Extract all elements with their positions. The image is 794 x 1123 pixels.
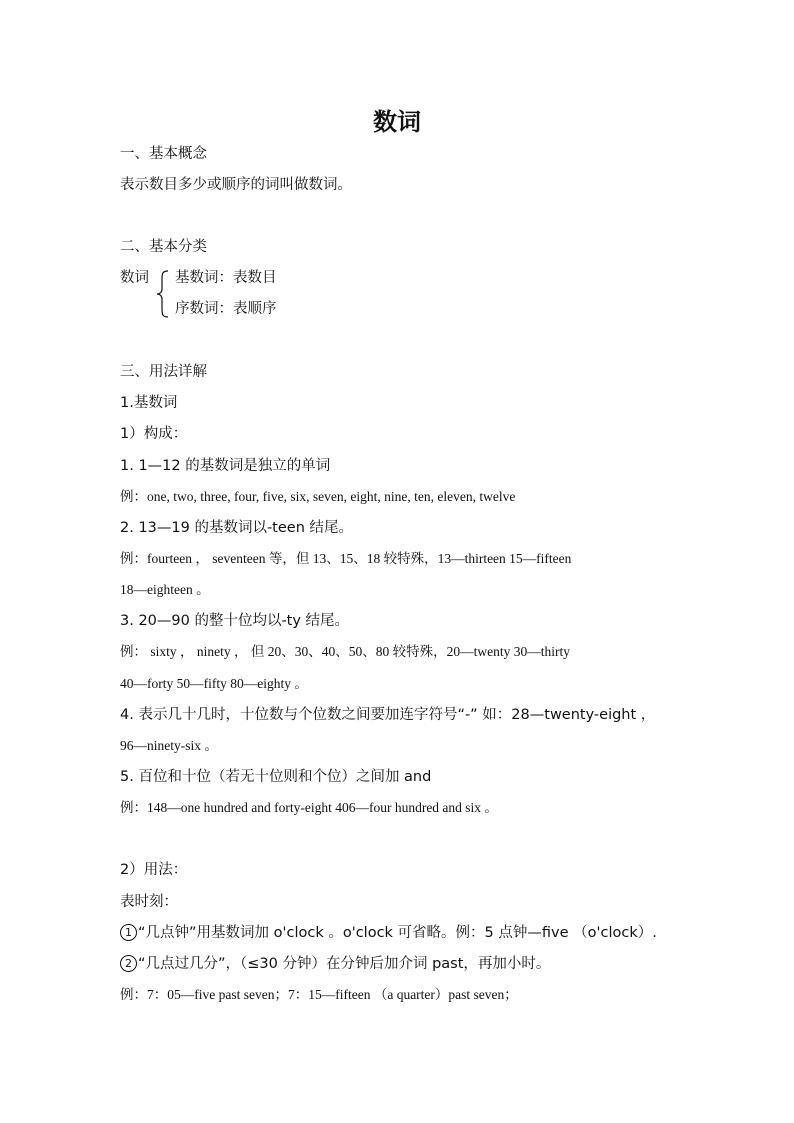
text-line: 1. 1—12 的基数词是独立的单词 (120, 458, 331, 474)
text-line: 1）构成： (120, 426, 188, 442)
classification-item-ordinal: 序数词：表顺序 (175, 301, 277, 317)
section-heading-concept: 一、基本概念 (120, 146, 207, 162)
example-line: 40—forty 50—fifty 80—eighty 。 (120, 676, 308, 691)
text-line: 1 “几点钟”用基数词加 o'clock 。o'clock 可省略。例：5 点钟—five （o'clock）. (120, 923, 657, 943)
text-line: 表时刻： (120, 894, 178, 910)
text-line: 1.基数词 (120, 395, 178, 411)
example-line: 例：148—one hundred and forty-eight 406—four hundred and six 。 (120, 800, 498, 815)
text-line: 5. 百位和十位（若无十位则和个位）之间加 and (120, 769, 432, 785)
text-line: 2）用法： (120, 862, 188, 878)
text-line: 4. 表示几十几时，十位数与个位数之间要加连字符号“-” 如：28—twenty-eight ， (120, 707, 656, 723)
page-title: 数词 (373, 108, 421, 136)
example-line: 96—ninety-six 。 (120, 738, 218, 753)
concept-text: 表示数目多少或顺序的词叫做数词。 (120, 177, 352, 193)
example-line: 例：fourteen ， seventeen 等，但 13、15、18 较特殊，13—thirteen 15—fifteen (120, 551, 572, 566)
text-line: 2. 13—19 的基数词以-teen 结尾。 (120, 520, 354, 536)
section-heading-classification: 二、基本分类 (120, 239, 207, 255)
circled-number-icon: 1 (120, 924, 137, 941)
curly-brace-icon (156, 270, 170, 318)
section-heading-usage: 三、用法详解 (120, 364, 207, 380)
example-line: 例：7：05—five past seven；7：15—fifteen （a quarter）past seven； (120, 987, 518, 1002)
text-line: 3. 20—90 的整十位均以-ty 结尾。 (120, 613, 350, 629)
classification-label: 数词 (120, 270, 149, 286)
example-line: 例： sixty ， ninety ， 但 20、30、40、50、80 较特殊，20—twenty 30—thirty (120, 644, 570, 659)
circled-number-icon: 2 (120, 955, 137, 972)
example-line: 18—eighteen 。 (120, 582, 210, 597)
example-line: 例：one, two, three, four, five, six, seven, eight, nine, ten, eleven, twelve (120, 489, 516, 504)
classification-item-cardinal: 基数词：表数目 (175, 270, 277, 286)
text-line: 2 “几点过几分”，（≤30 分钟）在分钟后加介词 past，再加小时。 (120, 954, 550, 974)
